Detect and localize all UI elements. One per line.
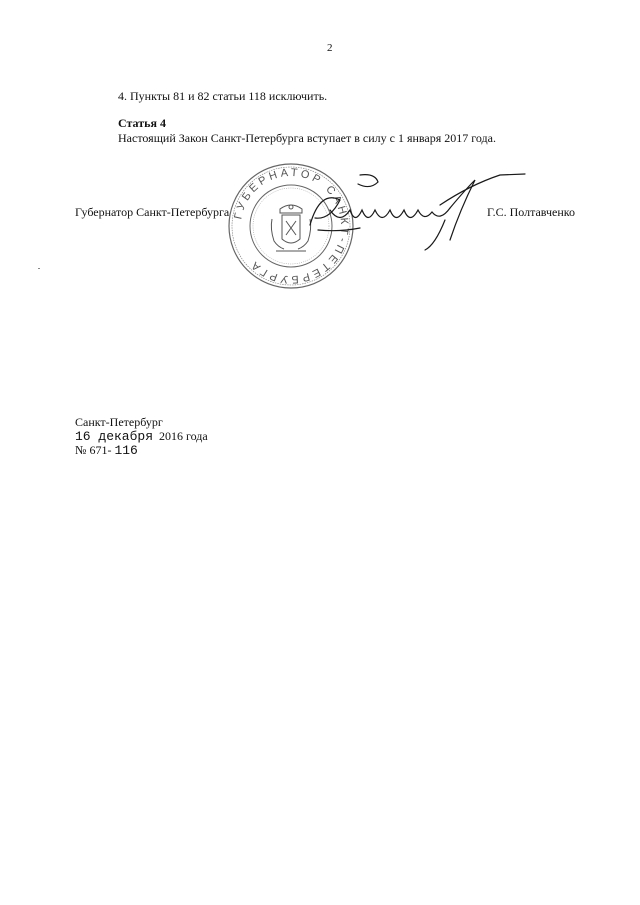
law-number-prefix: № 671- bbox=[75, 443, 112, 457]
law-number-value: 116 bbox=[114, 443, 138, 458]
handwritten-signature-icon bbox=[300, 170, 535, 260]
svg-text:ГУБЕРНАТОР САНКТ-ПЕТЕРБУРГА: ГУБЕРНАТОР САНКТ-ПЕТЕРБУРГА bbox=[232, 166, 351, 286]
place-of-signing: Санкт-Петербург bbox=[75, 415, 163, 429]
date-year: 2016 года bbox=[159, 429, 208, 443]
governor-name: Г.С. Полтавченко bbox=[487, 205, 576, 219]
article-heading: Статья 4 bbox=[118, 116, 166, 130]
date-day-month: 16 декабря bbox=[75, 429, 154, 444]
date-line bbox=[75, 429, 208, 444]
amendment-item-4: 4. Пункты 81 и 82 статьи 118 исключить. bbox=[118, 89, 328, 103]
page-number: 2 bbox=[327, 42, 333, 54]
governor-title: Губернатор Санкт-Петербурга bbox=[75, 205, 230, 219]
law-number-line bbox=[75, 443, 138, 458]
article-body: Настоящий Закон Санкт-Петербурга вступает в силу с 1 января 2017 года. bbox=[118, 131, 496, 145]
scan-speck bbox=[38, 268, 40, 269]
